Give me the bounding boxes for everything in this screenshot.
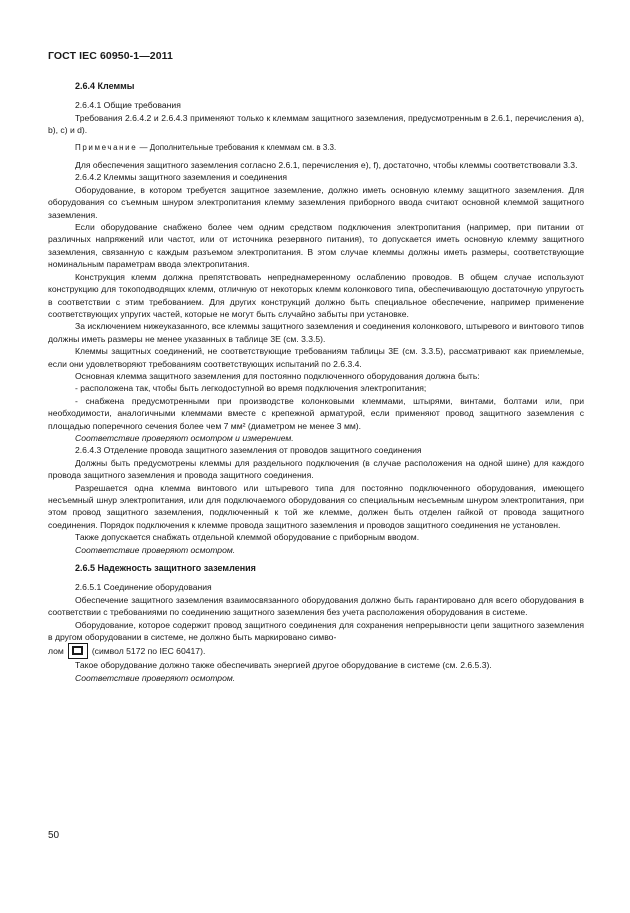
paragraph: Клеммы защитных соединений, не соответствующие требованиям таблицы 3E (см. 3.3.5), рассматривают как приемлемые, если они удовлетворяют требованиям соответствующих испытаний по 2.6.3.4.: [48, 346, 584, 369]
list-item: - снабжена предусмотренными при производстве колонковыми клеммами, штырями, винтами, болтами или, при необходимости, аналогичными клеммами вместе с крепежной арматурой, если применяют провод защитного заземления с площадью поперечного сечения более чем 7 мм² (диаметром не менее 3 мм).: [48, 395, 584, 431]
paragraph: Разрешается одна клемма винтового или штыревого типа для постоянно подключенного оборудования, имеющего несъемный шнур электропитания, или для подключаемого оборудования со специальным несъемным шнуром электропитания, при этом провод защитного заземления, подключенный к той же клемме, должен быть отделен гайкой от провода защитного соединения. Порядок подключения к клемме провода защитного заземления и проводов защитного соединения не установлен.: [48, 482, 584, 530]
compliance-statement: Соответствие проверяют осмотром и измерением.: [75, 432, 294, 443]
compliance-statement: Соответствие проверяют осмотром.: [75, 672, 236, 683]
paragraph: Требования 2.6.4.2 и 2.6.4.3 применяют только к клеммам защитного заземления, предусмотренным в 2.6.1, перечисления a), b), c) и d).: [48, 112, 584, 136]
paragraph: Конструкция клемм должна препятствовать непреднамеренному ослаблению проводов. В общем случае используют конструкцию для токоподводящих клемм, отличную от некоторых клемм колонкового типа, обеспечивающую достаточную упругость в соответствии с этим требованием. Для других конструкций должно быть специальное обеспечение, например применение соответствующих упругих частей, которые не могут быть случайно забыты при установке.: [48, 271, 584, 319]
list-item: - расположена так, чтобы быть легкодоступной во время подключения электропитания;: [75, 383, 427, 394]
section-2-6-4-2-heading: 2.6.4.2 Клеммы защитного заземления и соединения: [75, 172, 288, 183]
document-body: [48, 80, 584, 684]
paragraph: Такое оборудование должно также обеспечивать энергией другое оборудование в системе (см. 2.6.5.3).: [75, 660, 492, 671]
section-2-6-4-1-heading: 2.6.4.1 Общие требования: [75, 100, 181, 111]
paragraph: Также допускается снабжать отдельной клеммой оборудование с приборным вводом.: [75, 532, 420, 543]
paragraph: Основная клемма защитного заземления для постоянно подключенного оборудования должна быть:: [75, 370, 480, 381]
protective-bonding-symbol-icon: [68, 643, 88, 659]
compliance-statement: Соответствие проверяют осмотром.: [75, 544, 236, 555]
section-2-6-5-1-heading: 2.6.5.1 Соединение оборудования: [75, 582, 212, 593]
section-2-6-4-heading: 2.6.4 Клеммы: [75, 81, 135, 91]
page-number: 50: [48, 830, 60, 841]
paragraph: Оборудование, в котором требуется защитное заземление, должно иметь основную клемму защитного заземления. Для оборудования со съемным шнуром электропитания клемму заземления приборного ввода считают основной клеммой защитного заземления.: [48, 184, 584, 220]
symbol-line: [48, 643, 584, 659]
paragraph: Для обеспечения защитного заземления согласно 2.6.1, перечисления e), f), достаточно, чтобы клеммы соответствовали 3.3.: [75, 160, 578, 171]
note-label: Примечание: [75, 142, 138, 152]
document-header: ГОСТ IEC 60950-1—2011: [48, 50, 173, 62]
paragraph: Если оборудование снабжено более чем одним средством подключения электропитания (например, при питании от различных напряжений или частот, или от источника резервного питания), то допускается иметь основную клемму защитного заземления, связанную с каждым разъемом электропитания. В этом случае клеммы должны иметь размеры, соответствующие номинальным параметрам ввода электропитания.: [48, 222, 584, 270]
paragraph: Оборудование, которое содержит провод защитного соединения для сохранения непрерывности цепи защитного заземления в другом оборудовании в системе, не должно быть маркировано симво-: [48, 619, 584, 643]
section-2-6-5-heading: 2.6.5 Надежность защитного заземления: [75, 563, 256, 574]
symbol-line-tail: (символ 5172 по IEC 60417).: [91, 646, 206, 657]
symbol-line-lead: лом: [48, 646, 64, 657]
note-text: — Дополнительные требования к клеммам см. в 3.3.: [137, 142, 337, 152]
paragraph: Должны быть предусмотрены клеммы для раздельного подключения (в случае расположения на одной шине) для каждого провода защитного заземления и провода защитного соединения.: [48, 457, 584, 481]
paragraph: За исключением нижеуказанного, все клеммы защитного заземления и соединения колонкового, штыревого и винтового типов должны иметь размеры не менее указанных в таблице 3E (см. 3.3.5).: [48, 321, 584, 344]
section-2-6-4-3-heading: 2.6.4.3 Отделение провода защитного заземления от проводов защитного соединения: [75, 445, 422, 456]
paragraph: Обеспечение защитного заземления взаимосвязанного оборудования должно быть гарантировано для всего оборудования в соответствии с требованиями по соединению защитного заземления без учета расположения оборудования в системе.: [48, 594, 584, 618]
note: [48, 142, 584, 154]
